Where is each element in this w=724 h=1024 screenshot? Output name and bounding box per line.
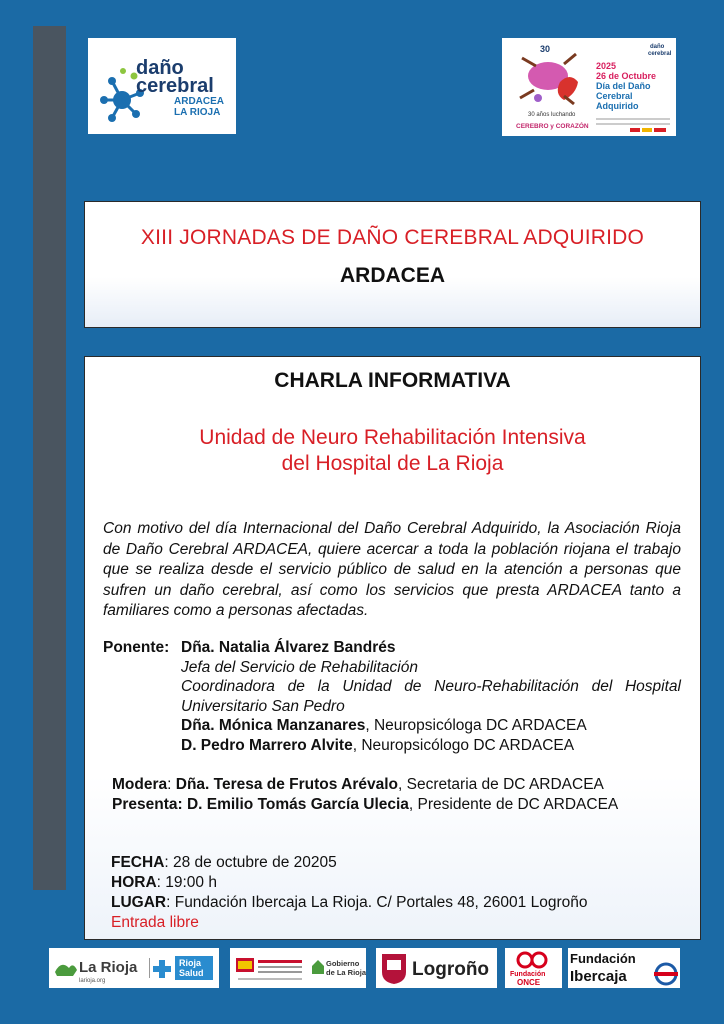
moderator-name: Dña. Teresa de Frutos Arévalo (175, 776, 398, 793)
ibercaja-line1: Fundación (570, 951, 636, 966)
talk-info-box (84, 356, 701, 940)
free-entry-note: Entrada libre (111, 914, 199, 931)
speaker-name: D. Pedro Marrero Alvite (181, 736, 353, 754)
logrono-logo (376, 948, 497, 988)
gobierno-line1: Gobierno (326, 959, 360, 968)
la-rioja-text: La Rioja (79, 959, 138, 976)
logrono-text: Logroño (412, 959, 490, 980)
speaker-role: Coordinadora de la Unidad de Neuro-Rehabilitación del Hospital Universitario San Pedro (181, 678, 681, 715)
once-logo (505, 948, 562, 988)
poster-line3: Adquirido (596, 101, 639, 111)
speaker-line (103, 638, 681, 658)
ponente-label: Ponente: (103, 639, 170, 656)
event-details (111, 853, 681, 933)
speaker-role: Jefa del Servicio de Rehabilitación (181, 658, 418, 676)
brain-node-icon (88, 38, 236, 134)
lugar-label: LUGAR (111, 894, 167, 911)
hora-label: HORA (111, 874, 157, 891)
presenter-line (112, 795, 681, 815)
speaker-name: Dña. Natalia Álvarez Bandrés (181, 639, 396, 656)
organizer-name: ARDACEA (340, 264, 445, 287)
presenter-name: D. Emilio Tomás García Ulecia (186, 796, 409, 813)
once-line1: Fundación (510, 971, 546, 978)
subtitle-line-1: Unidad de Neuro Rehabilitación Intensiva (199, 426, 586, 449)
logo-larioja-text: LA RIOJA (174, 107, 221, 118)
once-line2: ONCE (517, 978, 541, 987)
speaker-name: Dña. Mónica Manzanares (181, 717, 366, 734)
event-title-box (84, 201, 701, 328)
la-rioja-url: larioja.org (79, 978, 106, 984)
poster-slogan1: 30 años luchando (528, 112, 576, 118)
modera-separator: : (167, 776, 176, 793)
rioja-salud-line1: Rioja (179, 958, 202, 968)
sponsor-logrono (376, 948, 497, 988)
ibercaja-line2: Ibercaja (570, 968, 627, 985)
ardacea-logo (88, 38, 236, 134)
presenta-label: Presenta: (112, 796, 187, 813)
side-bar (33, 26, 66, 890)
speakers-section (103, 638, 681, 755)
intro-paragraph: Con motivo del día Internacional del Daño Cerebral Adquirido, la Asociación Rioja de Daño Cerebral ARDACEA, quiere acercar a toda la población riojana el trabajo que se realiza desde el servicio público de salud en la atención a personas que sufren un daño cerebral, así como los servicios que presta ARDACEA tanto a familiares como a personas afectadas. (103, 520, 681, 619)
fecha-label: FECHA (111, 854, 165, 871)
moderator-section (112, 775, 681, 815)
logo-ardacea-text: ARDACEA (174, 96, 224, 107)
brain-heart-illustration (502, 38, 676, 136)
talk-subtitle (85, 425, 700, 477)
poster-slogan2: CEREBRO y CORAZÓN (516, 123, 589, 130)
sponsor-gobierno (230, 948, 366, 988)
fecha-value: : 28 de octubre de 20205 (164, 854, 337, 871)
ibercaja-logo (568, 948, 680, 988)
sponsor-fundacion-ibercaja (568, 948, 680, 988)
speaker-line (103, 736, 681, 756)
logo-dano-text: daño (136, 57, 184, 79)
poster-year: 2025 (596, 61, 617, 71)
sponsor-fundacion-once (505, 948, 562, 988)
gobierno-logo (230, 948, 366, 988)
sponsor-la-rioja (49, 948, 219, 988)
poster-line2: Cerebral (596, 91, 633, 101)
poster-date: 26 de Octubre (596, 71, 657, 81)
place-line (111, 893, 681, 913)
poster-30-text: 30 (540, 44, 551, 54)
dca-day-poster (502, 38, 676, 136)
modera-label: Modera (112, 776, 168, 793)
talk-heading: CHARLA INFORMATIVA (274, 369, 511, 392)
poster-brand2: cerebral (648, 51, 672, 57)
logo-cerebral-text: cerebral (136, 75, 214, 97)
event-title: XIII JORNADAS DE DAÑO CEREBRAL ADQUIRIDO (140, 226, 645, 249)
moderator-role: , Secretaria de DC ARDACEA (398, 776, 604, 793)
presenter-role: , Presidente de DC ARDACEA (408, 796, 619, 813)
moderator-line (112, 775, 681, 795)
speaker-role: , Neuropsicólogo DC ARDACEA (352, 736, 575, 754)
poster-line1: Día del Daño (596, 81, 651, 91)
gobierno-line2: de La Rioja (326, 968, 366, 977)
la-rioja-logo (49, 948, 219, 988)
rioja-salud-line2: Salud (179, 968, 204, 978)
date-line (111, 853, 681, 873)
lugar-value: : Fundación Ibercaja La Rioja. C/ Portales 48, 26001 Logroño (166, 894, 588, 911)
speaker-line (103, 716, 681, 736)
hora-value: : 19:00 h (156, 874, 217, 891)
subtitle-line-2: del Hospital de La Rioja (281, 452, 504, 475)
poster-brand1: daño (650, 44, 665, 50)
speaker-role: , Neuropsicóloga DC ARDACEA (365, 717, 587, 734)
time-line (111, 873, 681, 893)
